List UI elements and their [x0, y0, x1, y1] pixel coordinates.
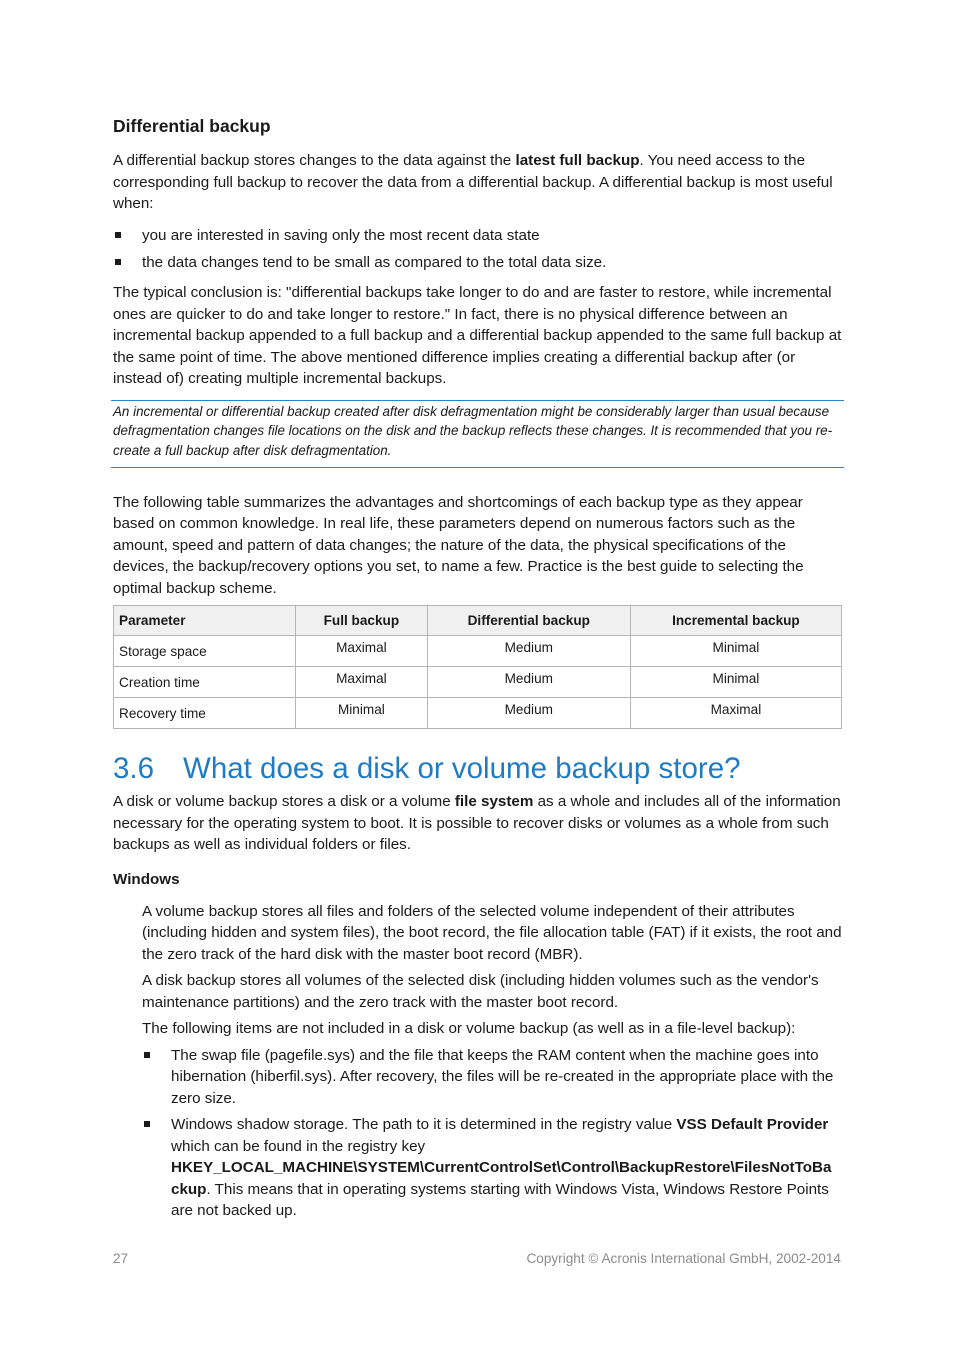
table-cell: Storage space — [114, 636, 296, 667]
section-intro-paragraph: A disk or volume backup stores a disk or a volume file system as a whole and includes all of the information necessary for the operating system to boot. It is possible to recover disks or volumes as a whole from such backups as well as individual folders or files. — [113, 793, 841, 854]
windows-heading: Windows — [113, 870, 180, 888]
table-cell: Maximal — [296, 667, 428, 698]
column-header: Full backup — [296, 606, 428, 636]
section-number: 3.6 — [113, 752, 155, 786]
table-row — [114, 636, 842, 667]
table-cell: Medium — [427, 698, 630, 729]
section-title — [113, 751, 842, 787]
registry-key: HKEY_LOCAL_MACHINE\SYSTEM\CurrentControlSet\Control\BackupRestore\FilesNotToBa — [171, 1159, 832, 1177]
column-header: Incremental backup — [630, 606, 841, 636]
differential-use-list — [113, 225, 842, 274]
section-title-text: What does a disk or volume backup store? — [183, 752, 741, 786]
table-header-row — [114, 606, 842, 636]
volume-backup-paragraph: A volume backup stores all files and folders of the selected volume independent of their attributes (including hidden and system files), the boot record, the file allocation table (FAT) if it exists, the root and the zero track of the hard disk with the master boot record (MBR). — [142, 902, 842, 963]
column-header: Differential backup — [427, 606, 630, 636]
table-cell: Maximal — [630, 698, 841, 729]
disk-backup-paragraph: A disk backup stores all volumes of the selected disk (including hidden volumes such as the vendor's maintenance partitions) and the zero track with the master boot record. — [142, 972, 819, 1011]
column-header: Parameter — [114, 606, 296, 636]
table-cell: Minimal — [296, 698, 428, 729]
table-cell: Minimal — [630, 667, 841, 698]
table-row — [114, 698, 842, 729]
differential-intro-paragraph: A differential backup stores changes to the data against the latest full backup. You need access to the corresponding full backup to recover the data from a differential backup. A differential backup is most useful when: — [113, 152, 833, 212]
table-cell: Minimal — [630, 636, 841, 667]
list-item: the data changes tend to be small as compared to the total data size. — [113, 252, 842, 274]
table-intro-paragraph: The following table summarizes the advantages and shortcomings of each backup type as they appear based on common knowledge. In real life, these parameters depend on numerous factors such as the amount, speed and pattern of data changes; the nature of the data, the physical specifications of the devices, the backup/recovery options you set, to name a few. Practice is the best guide to selecting the optimal backup scheme. — [113, 493, 804, 597]
windows-content — [113, 901, 842, 1222]
list-item: The swap file (pagefile.sys) and the file that keeps the RAM content when the machine goes into hibernation (hiberfil.sys). After recovery, the files will be re-created in the appropriate place with the zero size. — [142, 1045, 842, 1110]
page-content — [113, 112, 842, 1231]
table-cell: Medium — [427, 667, 630, 698]
table-cell: Recovery time — [114, 698, 296, 729]
list-item: Windows shadow storage. The path to it is determined in the registry value VSS Default Provider which can be found in the registry key HKEY_LOCAL_MACHINE\SYSTEM\CurrentControlSet\Control\BackupRestore\FilesNotToBa ckup. This means that in operating systems starting with Windows Vista, Windows Restore Points are not backed up. — [142, 1114, 842, 1222]
page-number: 27 — [113, 1251, 129, 1266]
defragmentation-note: An incremental or differential backup created after disk defragmentation might be considerably larger than usual because defragmentation changes file locations on the disk and the backup reflects these changes. It is recommended that you re-create a full backup after disk defragmentation. — [111, 400, 844, 468]
table-row — [114, 667, 842, 698]
table-cell: Maximal — [296, 636, 428, 667]
backup-comparison-table — [113, 605, 842, 729]
list-item: you are interested in saving only the most recent data state — [113, 225, 842, 247]
excluded-items-intro: The following items are not included in a disk or volume backup (as well as in a file-level backup): — [142, 1020, 796, 1038]
conclusion-paragraph: The typical conclusion is: "differential backups take longer to do and are faster to restore, while incremental ones are quicker to do and take longer to restore." In fact, there is no physical difference between an incremental backup appended to a full backup and a differential backup appended to the same full backup at the same point of time. The above mentioned difference implies creating a differential backup after (or instead of) creating multiple incremental backups. — [113, 284, 842, 387]
copyright-notice: Copyright © Acronis International GmbH, 2002-2014 — [526, 1251, 841, 1266]
excluded-items-list — [142, 1045, 842, 1222]
table-cell: Creation time — [114, 667, 296, 698]
differential-backup-heading: Differential backup — [113, 116, 271, 136]
table-cell: Medium — [427, 636, 630, 667]
